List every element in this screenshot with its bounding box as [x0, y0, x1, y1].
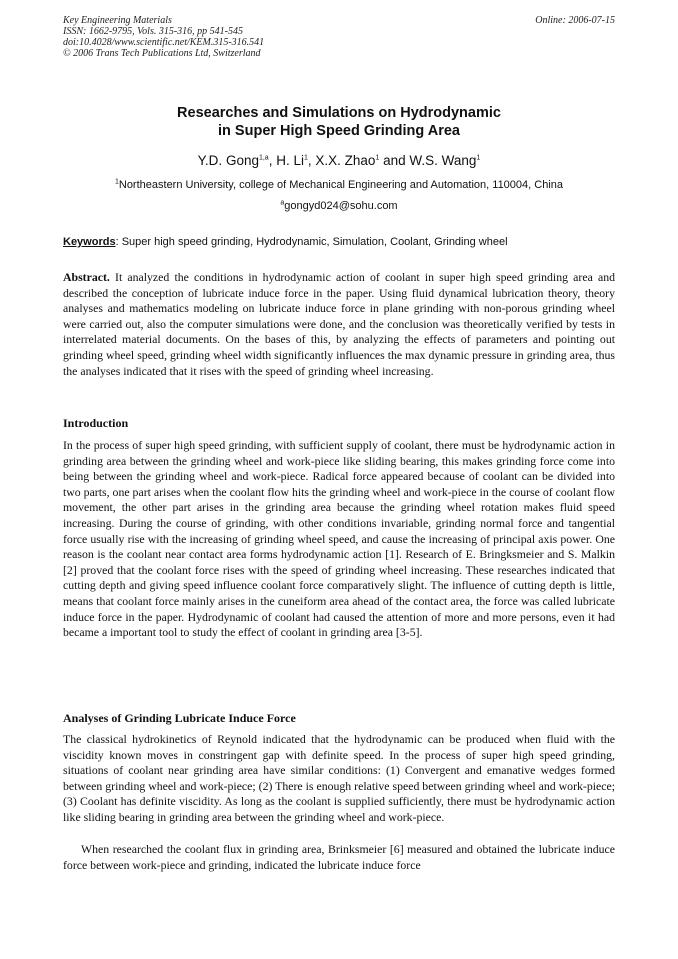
email-address[interactable]: gongyd024@sohu.com: [284, 200, 398, 212]
journal-name: Key Engineering Materials: [63, 15, 172, 26]
analyses-heading: Analyses of Grinding Lubricate Induce Force: [63, 711, 296, 725]
author: W.S. Wang: [409, 153, 477, 168]
affiliation: [63, 178, 615, 192]
author-separator: ,: [268, 153, 277, 168]
keywords-colon: :: [115, 236, 119, 248]
copyright-line: © 2006 Trans Tech Publications Ltd, Switzerland: [63, 48, 261, 59]
issn-line: ISSN: 1662-9795, Vols. 315-316, pp 541-545: [63, 26, 243, 37]
author: H. Li: [276, 153, 304, 168]
email-superscript: a: [280, 199, 285, 207]
online-date: Online: 2006-07-15: [535, 15, 615, 26]
affiliation-text: Northeastern University, college of Mechanical Engineering and Automation, 110004, China: [118, 179, 564, 191]
author-list: [63, 152, 615, 170]
author-superscript: 1,a: [258, 154, 269, 162]
introduction-heading: Introduction: [63, 416, 129, 430]
analyses-paragraph-1: The classical hydrokinetics of Reynold indicated that the hydrodynamic can be produced when fluid with the viscidity known moves in constringent gap with definite speed. In the process of super high speed grinding, situations of coolant near grinding area have similar conditions: (1) Convergent and emanative wedges formed between grinding wheel and work-piece; (2) There is enough relative speed between grinding wheel and work-piece; (3) Coolant has definite viscidity. As long as the coolant is supplied sufficiently, there must be hydrodynamic action like sliding bearing in grinding area between the grinding wheel and work-piece.: [63, 732, 615, 824]
affiliation-superscript: 1: [114, 178, 119, 186]
author-superscript: 1: [476, 154, 481, 162]
title-line-1: Researches and Simulations on Hydrodynamic: [177, 105, 501, 121]
keywords-label: Keywords: [63, 236, 116, 248]
author-separator: ,: [307, 153, 316, 168]
author-superscript: 1: [375, 154, 380, 162]
author: Y.D. Gong: [197, 153, 259, 168]
title-line-2: in Super High Speed Grinding Area: [218, 123, 460, 139]
abstract-label: Abstract.: [63, 270, 110, 284]
abstract-paragraph: [63, 270, 615, 379]
analyses-paragraph-2: When researched the coolant flux in grinding area, Brinksmeier [6] measured and obtained the lubricate induce force between work-piece and grinding, indicated the lubricate induce force: [63, 842, 615, 872]
journal-header: [63, 15, 615, 59]
doi-line[interactable]: doi:10.4028/www.scientific.net/KEM.315-316.541: [63, 37, 265, 48]
author-email: [63, 199, 615, 213]
introduction-paragraph: In the process of super high speed grinding, with sufficient supply of coolant, there must be hydrodynamic action in grinding area between the grinding wheel and work-piece like sliding bearing, this makes grinding force come into being between the grinding wheel and work-piece. Radical force appeared because of coolant can be divided into two parts, one part arises when the coolant flow hits the grinding wheel and work-piece in the course of coolant flow movement, the other part arises in the grinding area because the grinding wheel rotation makes fluid speed increasing. During the course of grinding, with other conditions invariable, grinding normal force and tangential force usually rise with the increasing of grinding wheel speed, and cause the increasing of principal axis power. One reason is the coolant near contact area forms hydrodynamic action [1]. Research of E. Bringksmeier and S. Malkin [2] proved that the coolant force rises with the speed of grinding wheel increasing. These researches indicated that cutting depth and giving speed influence coolant force comparatively slight. The influence of cutting depth is little, means that coolant force mainly arises in the cuneiform area ahead of the contact area, the force was called lubricate induce force in the paper. Hydrodynamic of coolant had caused the attention of more and more persons, even it had became a important tool to study the effect of coolant in grinding area [3-5].: [63, 438, 615, 640]
author-superscript: 1: [303, 154, 308, 162]
author: X.X. Zhao: [315, 153, 376, 168]
abstract-text: It analyzed the conditions in hydrodynamic action of coolant in super high speed grinding area and described the conception of lubricate induce force in the paper. Using fluid dynamical lubrication theory, theory analyses and mathematics modeling on lubricate induce force in plane grinding with non-porous grinding wheel were carried out, also the computer simulations were done, and the conclusion was theoretically verified by tests in interrelated material documents. On the bases of this, by analyzing the effects of parameters and pointing out grinding wheel speed, grinding wheel width significantly influences the max dynamic pressure in grinding area, thus the analyses indicated that it rises with the speed of grinding wheel increasing.: [63, 270, 615, 378]
keywords-text: Super high speed grinding, Hydrodynamic, Simulation, Coolant, Grinding wheel: [118, 236, 508, 248]
paper-title: [63, 104, 615, 140]
keywords-line: [63, 235, 615, 249]
author-separator: and: [379, 153, 410, 168]
